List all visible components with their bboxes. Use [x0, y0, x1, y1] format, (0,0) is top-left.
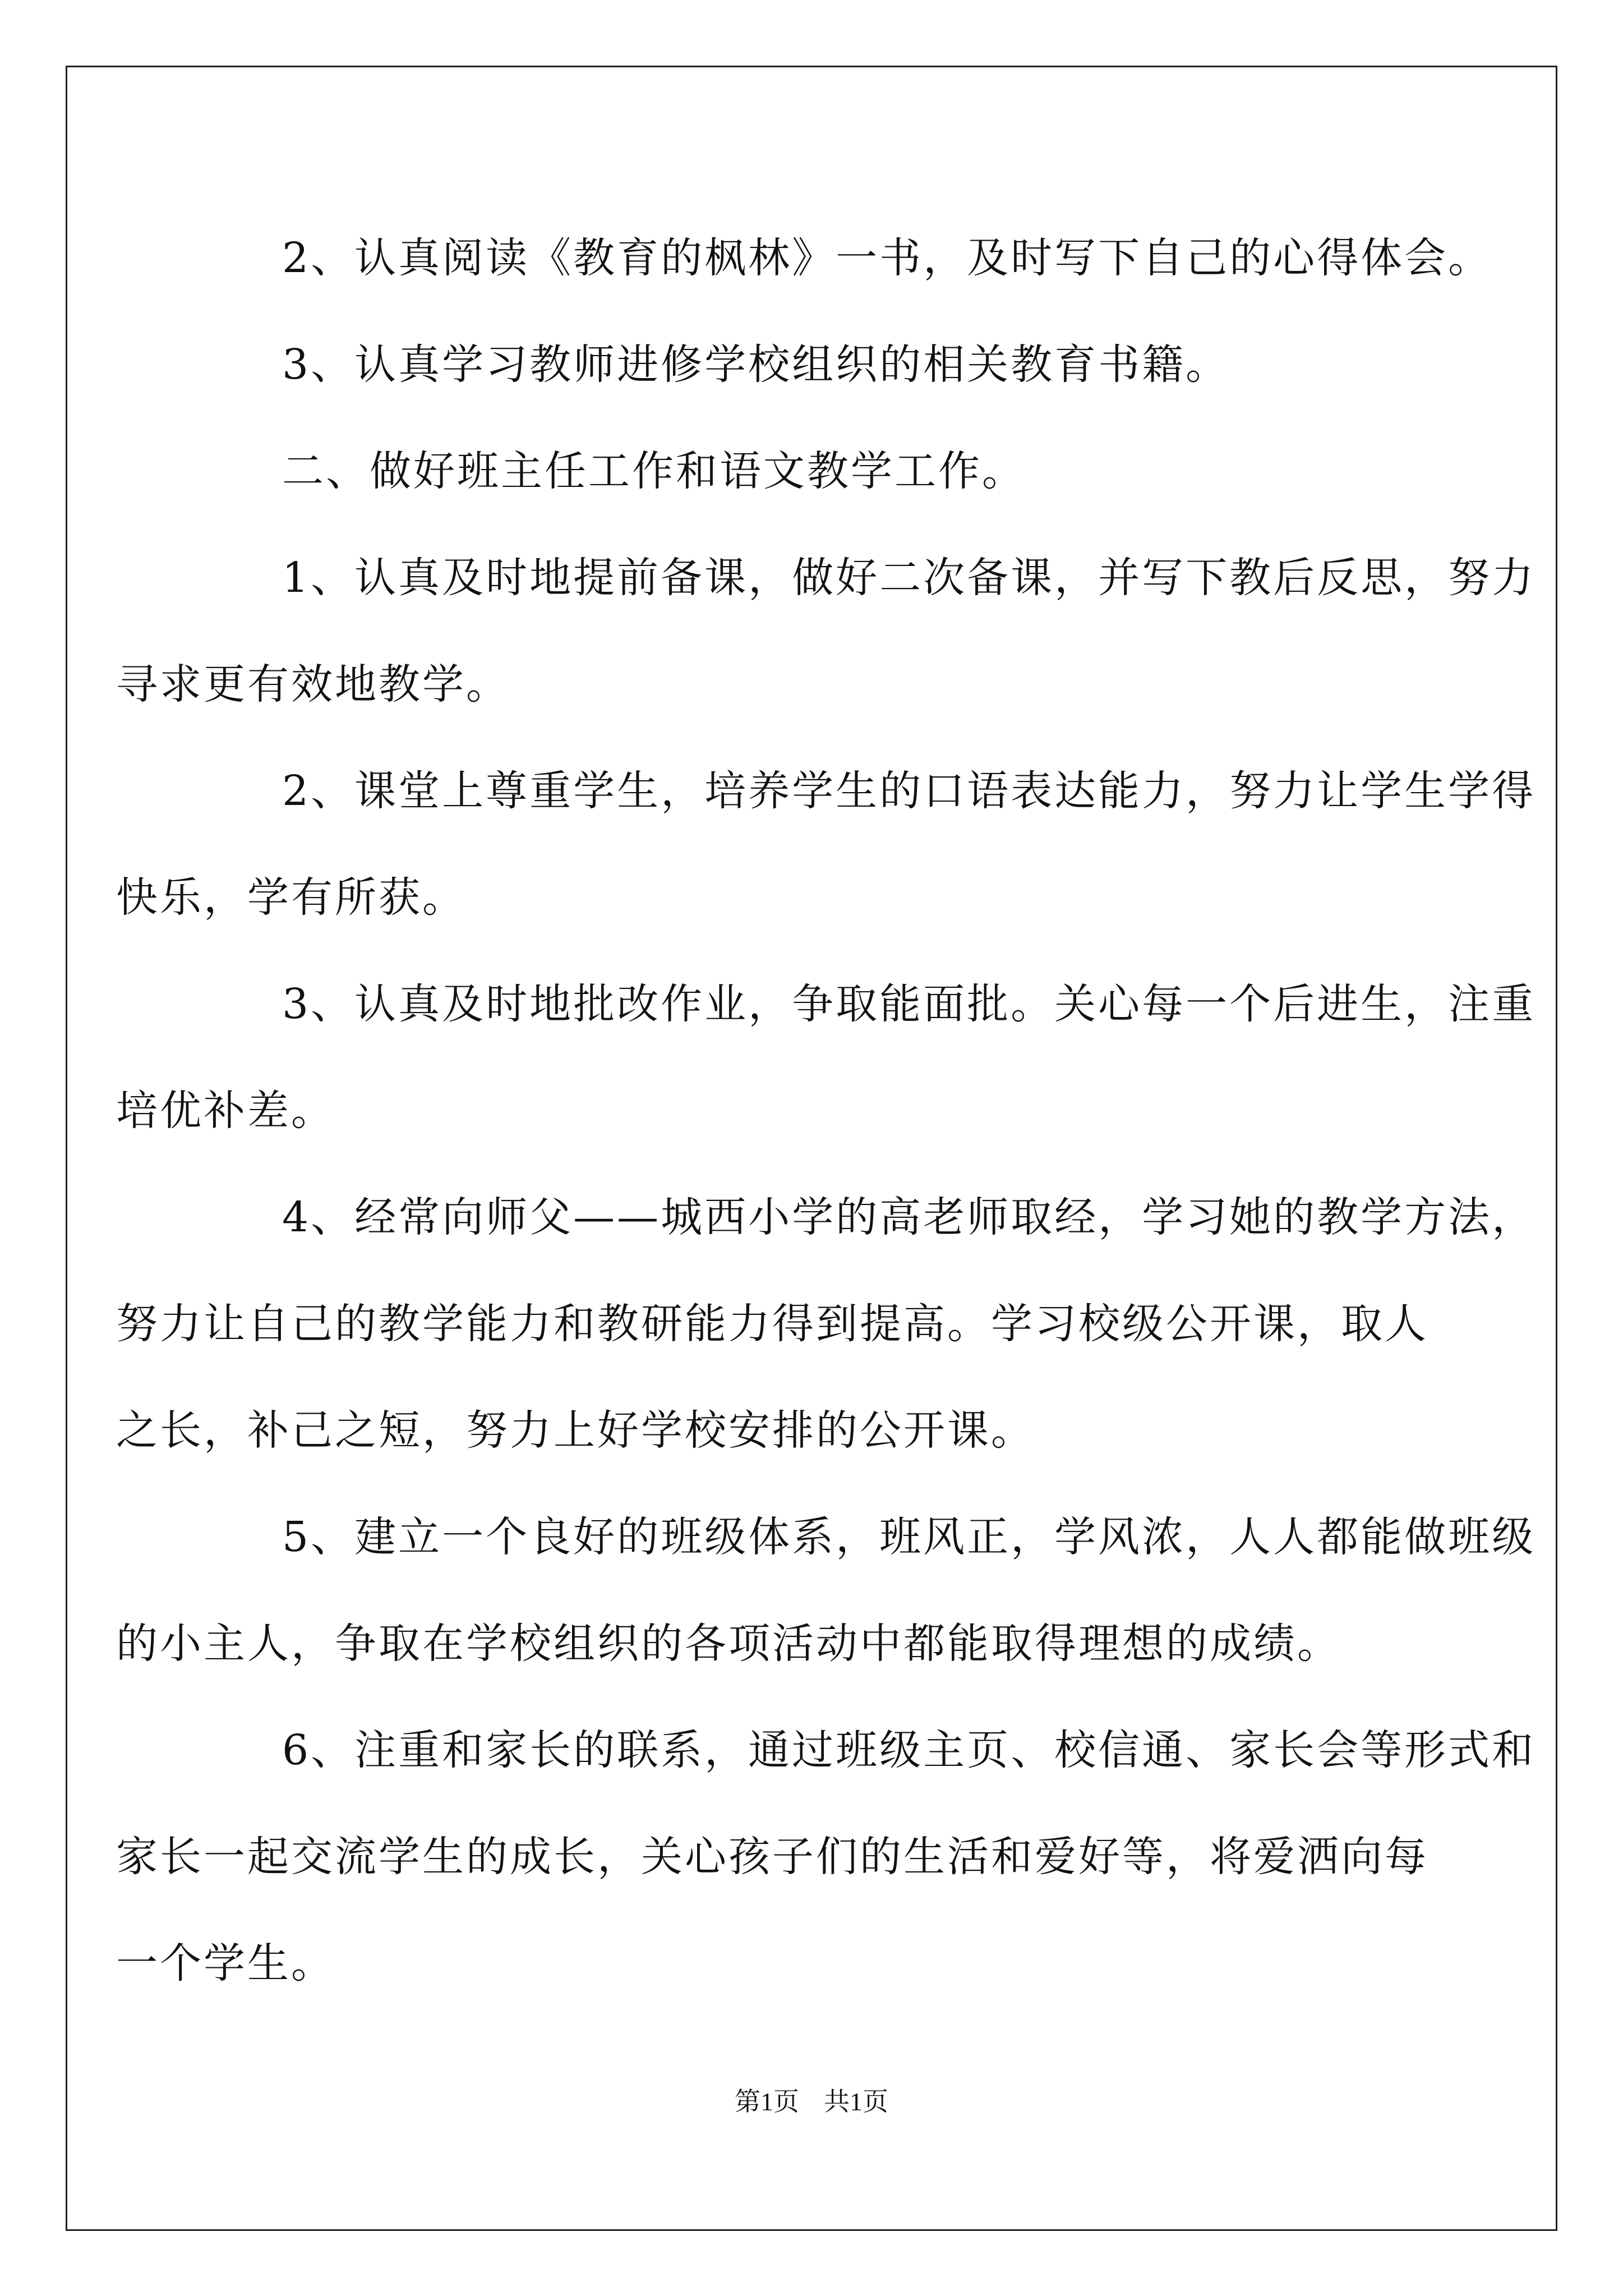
paragraph — [116, 1697, 1536, 2017]
paragraph-line: 努力让自己的教学能力和教研能力得到提高。学习校级公开课，取人 — [116, 1300, 1428, 1348]
paragraph-line: 寻求更有效地教学。 — [116, 660, 510, 708]
paragraph-line: 家长一起交流学生的成长，关心孩子们的生活和爱好等，将爱洒向每 — [116, 1833, 1428, 1881]
paragraph — [116, 738, 1536, 951]
document-body — [116, 205, 1536, 2017]
paragraph-line: 3、认真学习教师进修学校组织的相关教育书籍。 — [282, 341, 1230, 389]
paragraph-line: 4、经常向师父——城西小学的高老师取经，学习她的教学方法， — [282, 1193, 1536, 1241]
paragraph — [116, 524, 1536, 738]
paragraph-line: 一个学生。 — [116, 1939, 335, 1987]
paragraph-line: 二、做好班主任工作和语文教学工作。 — [282, 447, 1026, 495]
paragraph-line: 5、建立一个良好的班级体系，班风正，学风浓，人人都能做班级 — [282, 1513, 1536, 1561]
paragraph-line: 之长，补己之短，努力上好学校安排的公开课。 — [116, 1406, 1035, 1455]
page-number: 第1页 — [735, 2087, 799, 2116]
paragraph-line: 6、注重和家长的联系，通过班级主页、校信通、家长会等形式和 — [282, 1726, 1536, 1774]
paragraph — [199, 311, 1444, 418]
paragraph — [116, 951, 1536, 1164]
paragraph-line: 2、认真阅读《教育的枫林》一书，及时写下自己的心得体会。 — [282, 234, 1492, 282]
paragraph — [199, 205, 1492, 311]
page-footer — [0, 2081, 1623, 2118]
paragraph-line: 2、课堂上尊重学生，培养学生的口语表达能力，努力让学生学得 — [282, 767, 1536, 815]
paragraph — [116, 1484, 1536, 1697]
page-total: 共1页 — [824, 2087, 888, 2116]
paragraph-line: 1、认真及时地提前备课，做好二次备课，并写下教后反思，努力 — [282, 554, 1536, 602]
paragraph — [199, 418, 1444, 524]
paragraph — [116, 1164, 1536, 1484]
paragraph-line: 培优补差。 — [116, 1087, 335, 1135]
paragraph-line: 的小主人，争取在学校组织的各项活动中都能取得理想的成绩。 — [116, 1619, 1341, 1668]
paragraph-line: 快乐，学有所获。 — [116, 873, 466, 922]
paragraph-line: 3、认真及时地批改作业，争取能面批。关心每一个后进生，注重 — [282, 980, 1536, 1028]
